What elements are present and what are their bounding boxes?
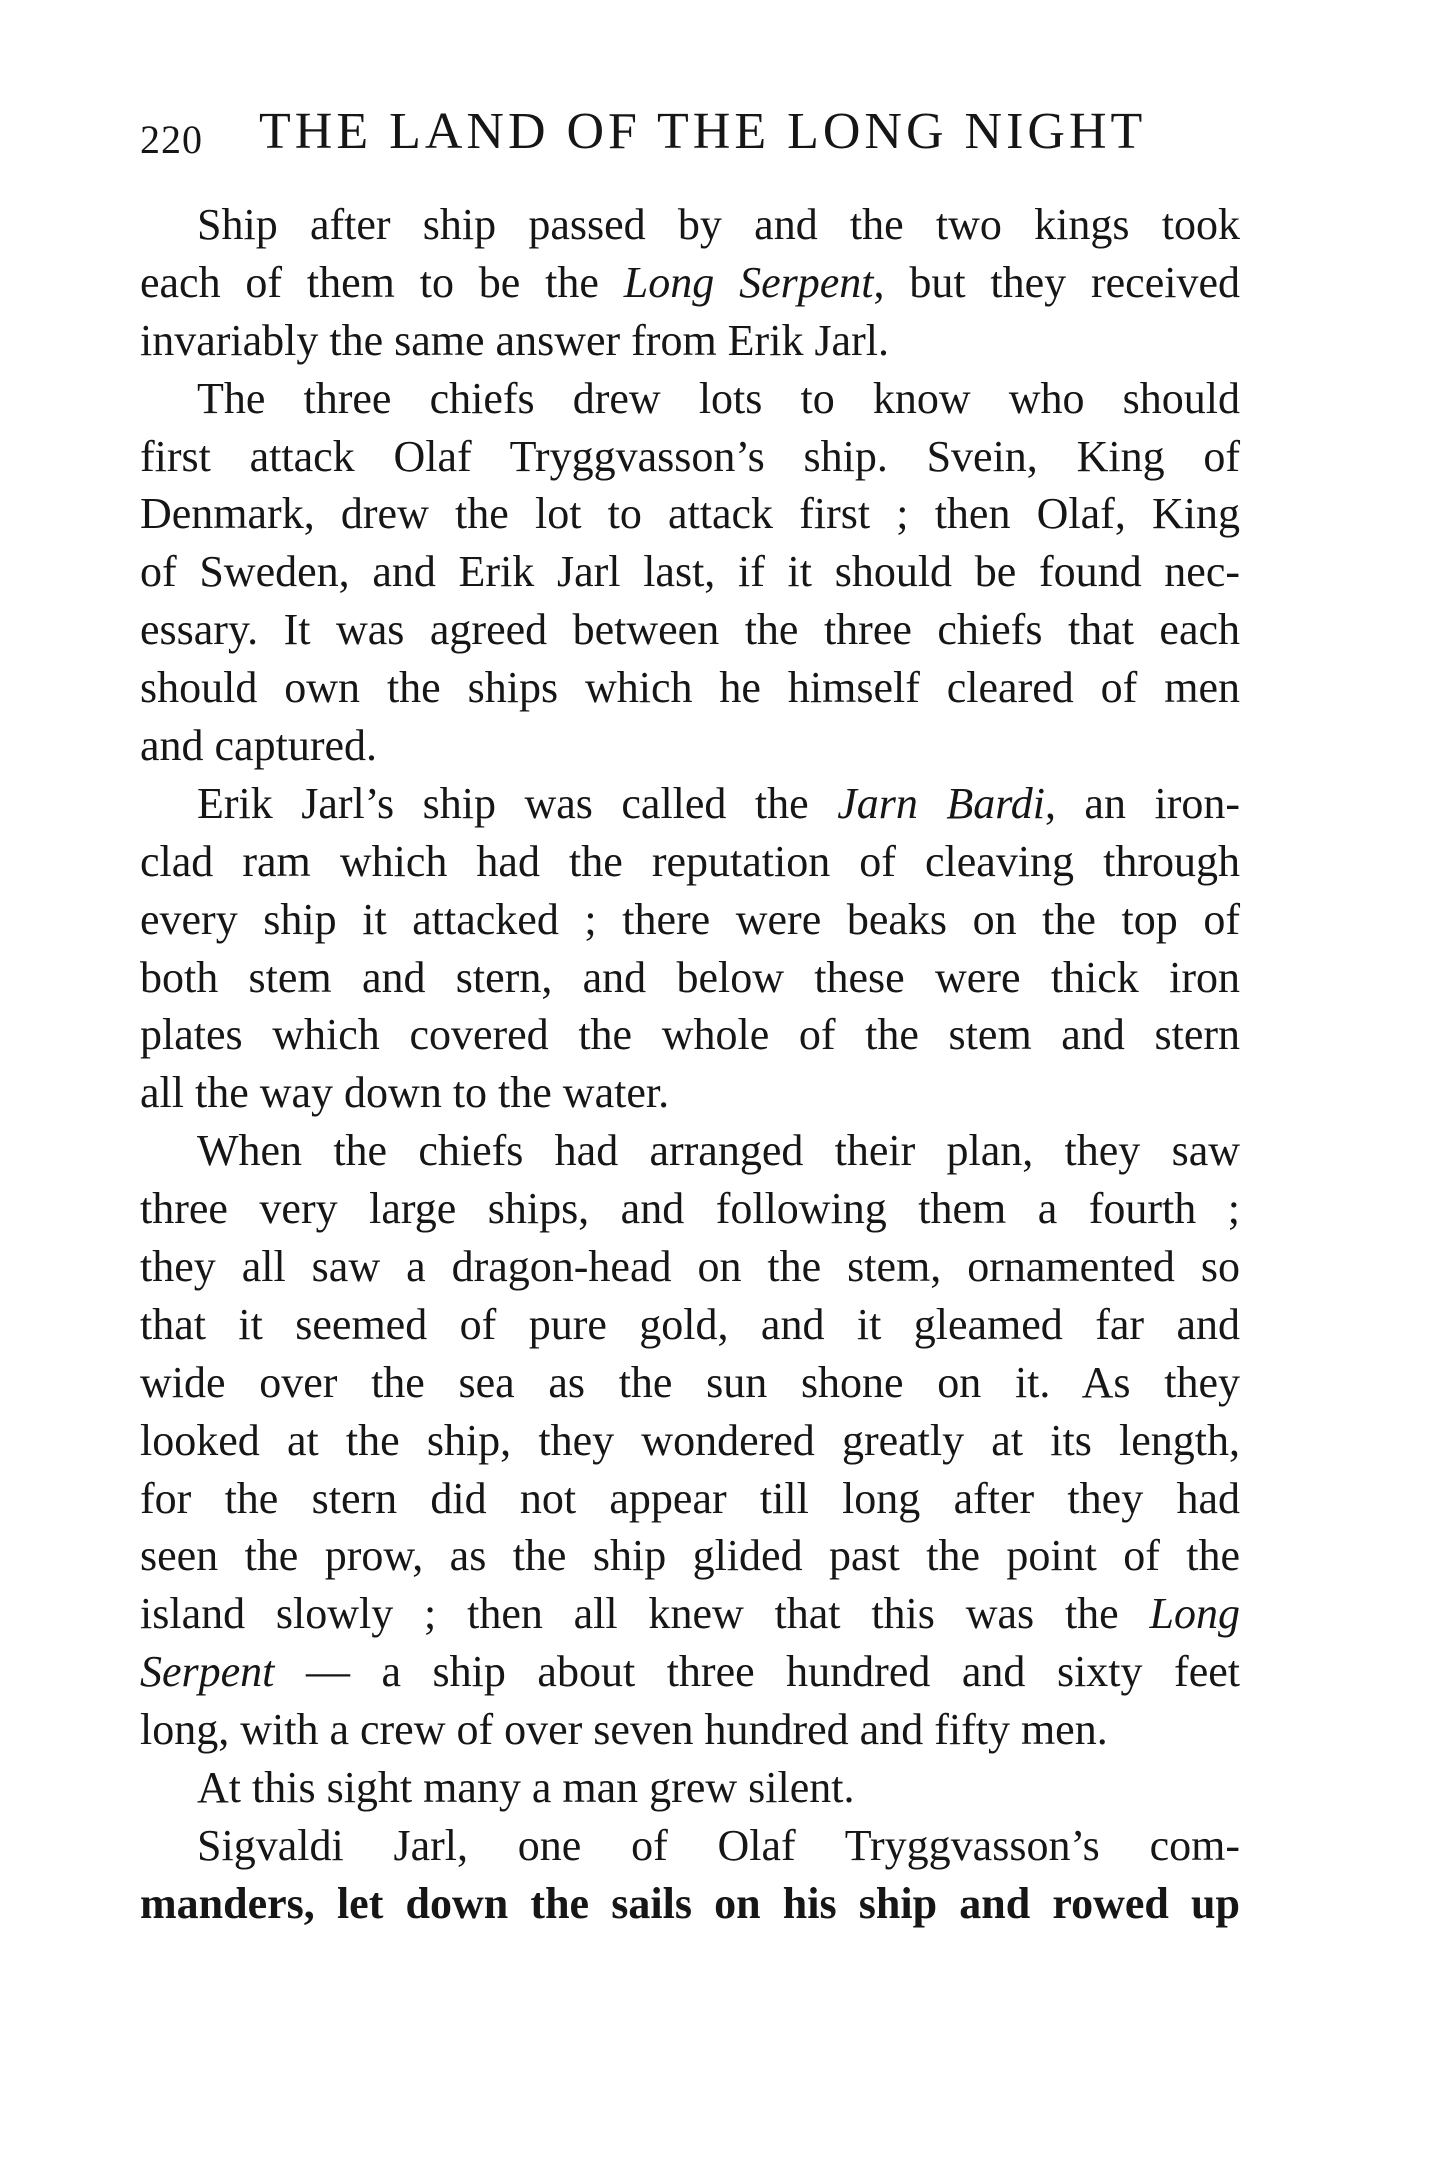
text-line: each of them to be the Long Serpent, but they received: [140, 257, 1240, 307]
ship-name-italic: Jarn Bardi: [837, 778, 1045, 828]
text-line: seen the prow, as the ship glided past the point of the: [140, 1531, 1240, 1581]
text-line: Serpent — a ship about three hundred and sixty feet: [140, 1647, 1240, 1697]
text-line: island slowly ; then all knew that this was the Long: [140, 1589, 1240, 1639]
text-line: essary. It was agreed between the three chiefs that each: [140, 605, 1240, 655]
text-line: three very large ships, and following them a fourth ;: [140, 1184, 1240, 1234]
text-line: When the chiefs had arranged their plan, they saw: [197, 1126, 1240, 1176]
text-line: first attack Olaf Tryggvasson’s ship. Svein, King of: [140, 431, 1240, 481]
text-line: looked at the ship, they wondered greatly at its length,: [140, 1415, 1240, 1465]
text-line: Ship after ship passed by and the two kings took: [197, 200, 1240, 249]
text-line: they all saw a dragon-head on the stem, ornamented so: [140, 1242, 1240, 1292]
running-head: [140, 102, 1240, 164]
text-line: manders, let down the sails on his ship and rowed up: [140, 1878, 1240, 1928]
text-line: long, with a crew of over seven hundred and fifty men.: [140, 1705, 1108, 1755]
text-line: clad ram which had the reputation of cleaving through: [140, 836, 1240, 886]
text-line: invariably the same answer from Erik Jarl.: [140, 315, 889, 365]
text-line: should own the ships which he himself cleared of men: [140, 663, 1240, 713]
running-title: THE LAND OF THE LONG NIGHT: [259, 103, 1147, 160]
ship-name-italic: Long: [1149, 1589, 1240, 1639]
text-line: all the way down to the water.: [140, 1068, 670, 1118]
text-line: for the stern did not appear till long after they had: [140, 1473, 1240, 1523]
ship-name-italic: Serpent: [140, 1647, 275, 1697]
text-line: that it seemed of pure gold, and it gleamed far and: [140, 1299, 1240, 1349]
text-line: both stem and stern, and below these were thick iron: [140, 952, 1240, 1002]
body-text: [140, 196, 1240, 1933]
text-line: and captured.: [140, 721, 377, 771]
text-line: Sigvaldi Jarl, one of Olaf Tryggvasson’s com-: [197, 1820, 1240, 1870]
text-line: every ship it attacked ; there were beaks on the top of: [140, 894, 1240, 944]
text-line: The three chiefs drew lots to know who should: [197, 373, 1240, 423]
text-line: At this sight many a man grew silent.: [197, 1763, 855, 1813]
ship-name-italic: Long Serpent: [623, 257, 874, 307]
text-line: Denmark, drew the lot to attack first ; then Olaf, King: [140, 489, 1240, 539]
text-line: plates which covered the whole of the stem and stern: [140, 1010, 1240, 1060]
page-number: 220: [140, 117, 203, 162]
text-line: Erik Jarl’s ship was called the Jarn Bardi, an iron-: [197, 778, 1240, 828]
text-line: of Sweden, and Erik Jarl last, if it should be found nec-: [140, 547, 1240, 597]
text-line: wide over the sea as the sun shone on it. As they: [140, 1357, 1240, 1407]
